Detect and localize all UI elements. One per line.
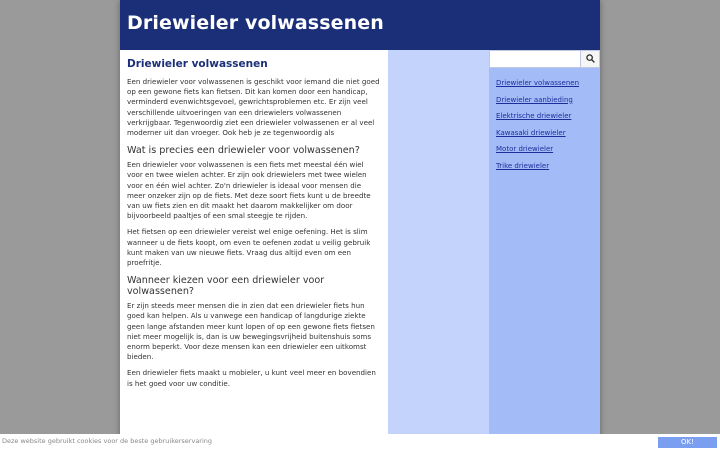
nav-link-elektrische-driewieler[interactable]: Elektrische driewieler [496, 112, 572, 121]
page-container [120, 0, 600, 450]
sidebar-nav [496, 70, 579, 170]
section-what-paragraph-1: Een driewieler voor volwassenen is een fiets met meestal één wiel voor en twee wielen achter. Er zijn ook driewielers met twee wielen voor en één wiel achter. Zo'n driewieler is ideaal voor mensen die meer onzeker zijn op de fiets. Met deze soort fiets kunt u de breedte van uw fiets zien en dit maakt het daarom makkelijker om door bijvoorbeeld paaltjes of een smal steegje te rijden. [127, 160, 371, 221]
nav-link-driewieler-aanbieding[interactable]: Driewieler aanbieding [496, 95, 573, 104]
section-what-paragraph-2: Het fietsen op een driewieler vereist wel enige oefening. Het is slim wanneer u de fiets koopt, om even te oefenen zodat u veilig gebruik kunt maken van uw nieuwe fiets. Vraag dus altijd even om een proefritje. [127, 227, 371, 268]
search-box [489, 50, 600, 68]
nav-link-trike-driewieler[interactable]: Trike driewieler [496, 161, 550, 170]
nav-item [496, 136, 579, 153]
nav-item [496, 70, 579, 87]
article-content [120, 50, 388, 450]
section-heading-what: Wat is precies een driewieler voor volwassenen? [127, 145, 360, 157]
nav-link-driewieler-volwassenen[interactable]: Driewieler volwassenen [496, 79, 580, 87]
nav-item [496, 87, 579, 104]
middle-column [388, 50, 489, 450]
nav-item [496, 120, 579, 137]
nav-link-motor-driewieler[interactable]: Motor driewieler [496, 145, 554, 154]
article-heading: Driewieler volwassenen [127, 58, 268, 70]
nav-link-kawasaki-driewieler[interactable]: Kawasaki driewieler [496, 128, 566, 137]
cookie-bar [0, 434, 720, 450]
site-title: Driewieler volwassenen [127, 12, 384, 34]
article-intro: Een driewieler voor volwassenen is geschikt voor iemand die niet goed op een gewone fiets kan fietsen. Dit kan komen door een handicap, verminderd evenwichtsgevoel, gewrichtsproblemen etc. Er zijn veel verschillende uitvoeringen van een driewielers volwassenen verkrijgbaar. Tegenwoordig ziet een driewieler volwassenen er al veel moderner uit dan vroeger. Ook heb je ze tegenwoordig als [127, 77, 380, 138]
search-icon [586, 54, 595, 63]
cookie-message: Deze website gebruikt cookies voor de beste gebruikerservaring [2, 437, 213, 445]
site-header [120, 0, 600, 50]
search-button[interactable] [580, 51, 599, 67]
nav-item [496, 153, 579, 170]
section-when-paragraph-1: Er zijn steeds meer mensen die in zien dat een driewieler fiets hun goed kan helpen. Als u vanwege een handicap of langdurige ziekte geen lange afstanden meer kunt lopen of op een gewone fiets fietsen niet meer mogelijk is, dan is uw bewegingsvrijheid buitenshuis soms enorm beperkt. Voor deze mensen kan een driewieler een uitkomst bieden. [127, 301, 375, 362]
nav-item [496, 103, 579, 120]
sidebar [489, 50, 600, 450]
cookie-accept-button[interactable]: OK! [658, 437, 717, 448]
search-input[interactable] [490, 51, 580, 67]
section-heading-when: Wanneer kiezen voor een driewieler voor volwassenen? [127, 275, 325, 298]
section-when-paragraph-2: Een driewieler fiets maakt u mobieler, u kunt veel meer en bovendien is het goed voor uw conditie. [127, 368, 376, 388]
